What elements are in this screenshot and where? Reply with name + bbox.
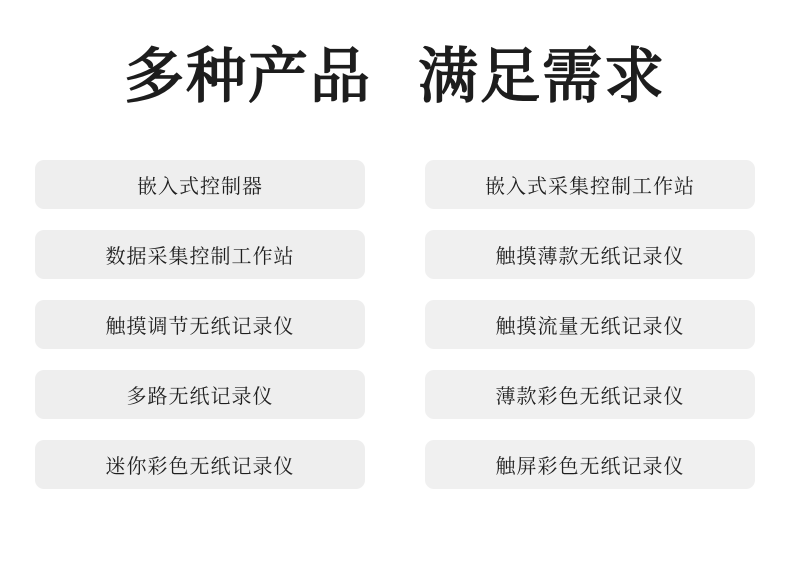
product-item[interactable]: 迷你彩色无纸记录仪 bbox=[35, 440, 365, 489]
product-item[interactable]: 数据采集控制工作站 bbox=[35, 230, 365, 279]
product-item[interactable]: 触屏彩色无纸记录仪 bbox=[425, 440, 755, 489]
product-item[interactable]: 嵌入式采集控制工作站 bbox=[425, 160, 755, 209]
page-title bbox=[0, 0, 790, 110]
product-item[interactable]: 触摸调节无纸记录仪 bbox=[35, 300, 365, 349]
product-item[interactable]: 触摸薄款无纸记录仪 bbox=[425, 230, 755, 279]
product-item[interactable]: 触摸流量无纸记录仪 bbox=[425, 300, 755, 349]
product-item[interactable]: 多路无纸记录仪 bbox=[35, 370, 365, 419]
product-item[interactable]: 薄款彩色无纸记录仪 bbox=[425, 370, 755, 419]
product-column-right bbox=[425, 160, 755, 489]
product-column-left bbox=[35, 160, 365, 489]
product-item[interactable]: 嵌入式控制器 bbox=[35, 160, 365, 209]
page-title-part-2: 满足需求 bbox=[418, 43, 666, 110]
page-title-part-1: 多种产品 bbox=[124, 43, 372, 110]
product-columns bbox=[0, 160, 790, 489]
